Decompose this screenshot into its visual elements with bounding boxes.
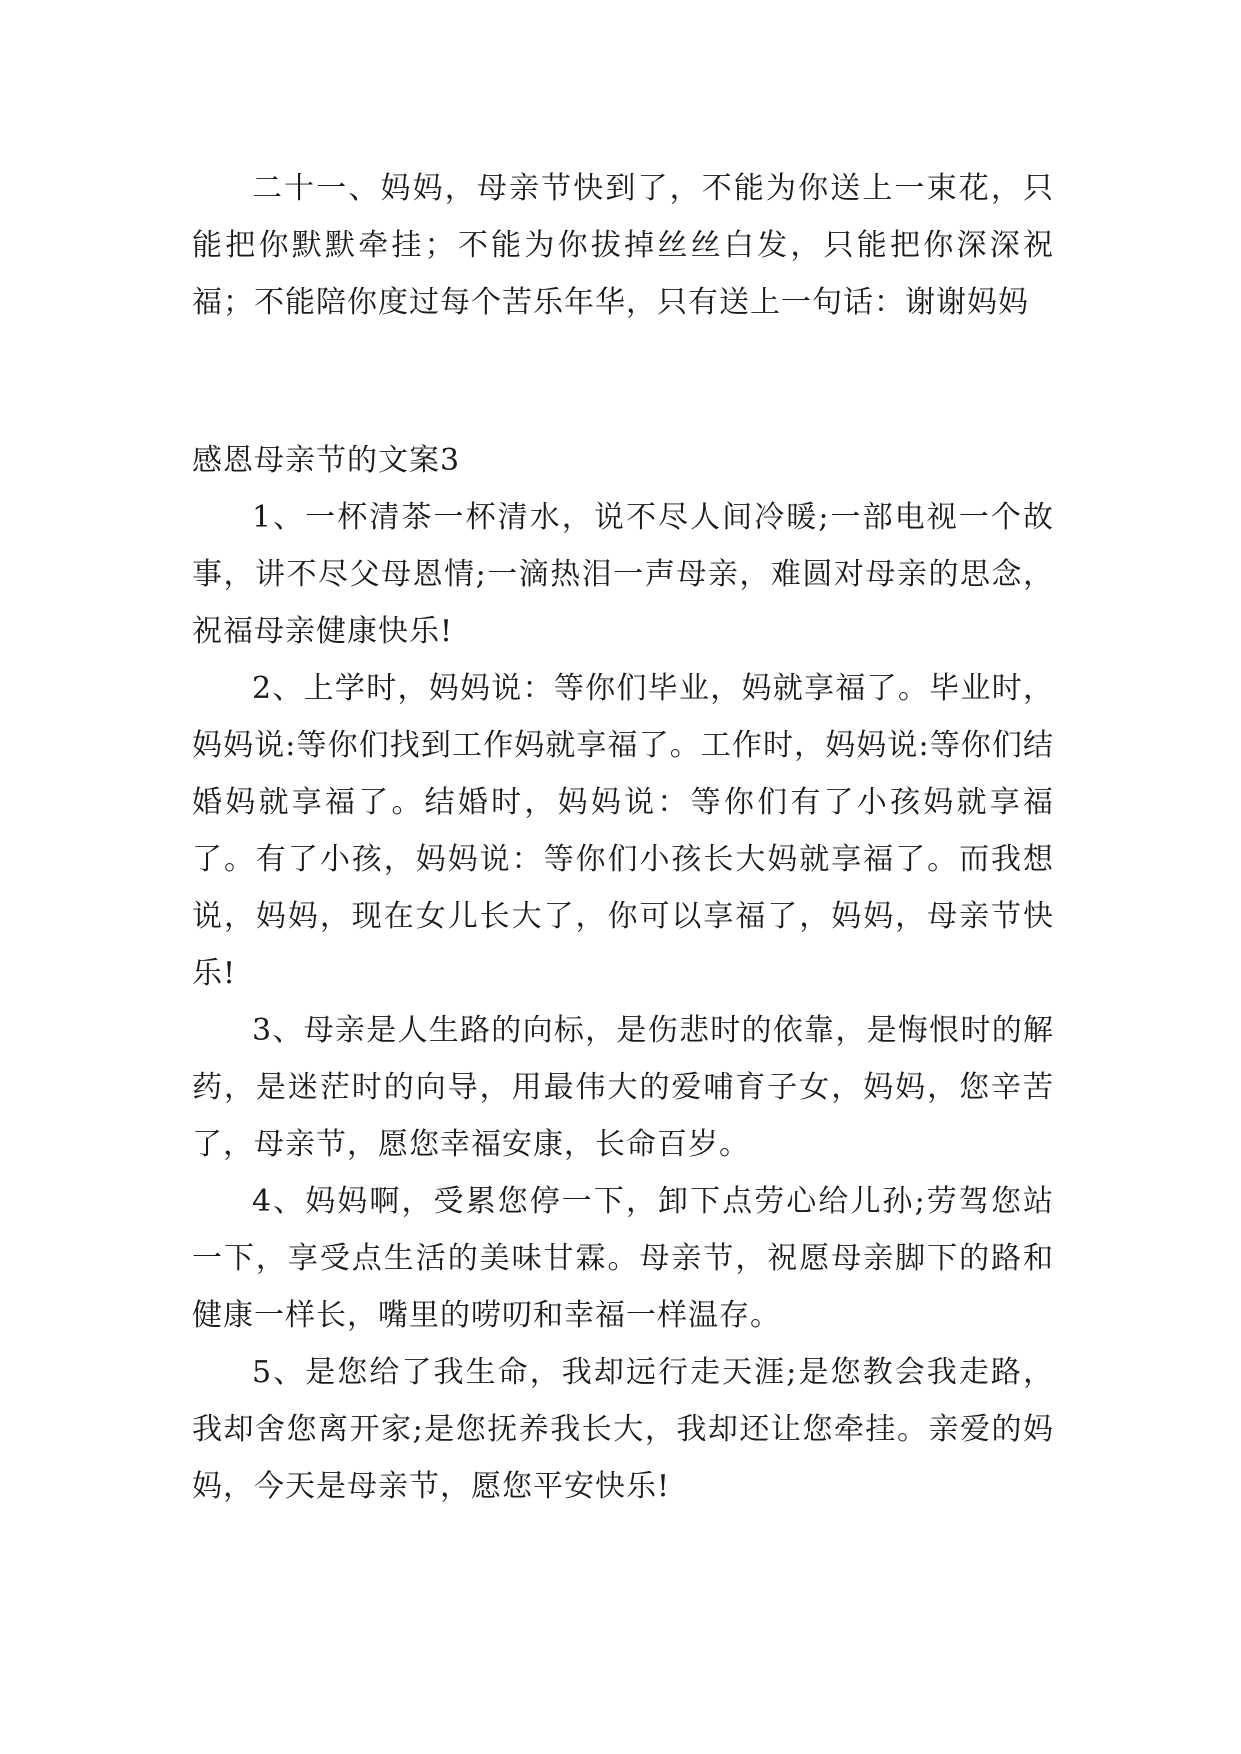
list-item: 3、母亲是人生路的向标，是伤悲时的依靠，是悔恨时的解药，是迷茫时的向导，用最伟大的爱哺育子女，妈妈，您辛苦了，母亲节，愿您幸福安康，长命百岁。 <box>192 1013 1054 1162</box>
list-item: 1、一杯清茶一杯清水，说不尽人间冷暖;一部电视一个故事，讲不尽父母恩情;一滴热泪一声母亲，难圆对母亲的思念，祝福母亲健康快乐! <box>192 500 1054 649</box>
list-item: 2、上学时，妈妈说：等你们毕业，妈就享福了。毕业时，妈妈说:等你们找到工作妈就享福了。工作时，妈妈说:等你们结婚妈就享福了。结婚时，妈妈说：等你们有了小孩妈就享福了。有了小孩，妈妈说：等你们小孩长大妈就享福了。而我想说，妈妈，现在女儿长大了，你可以享福了，妈妈，母亲节快乐! <box>192 671 1054 991</box>
intro-paragraph: 二十一、妈妈，母亲节快到了，不能为你送上一束花，只能把你默默牵挂；不能为你拔掉丝丝白发，只能把你深深祝福；不能陪你度过每个苦乐年华，只有送上一句话：谢谢妈妈 <box>192 171 1054 320</box>
list-item: 5、是您给了我生命，我却远行走天涯;是您教会我走路，我却舍您离开家;是您抚养我长大，我却还让您牵挂。亲爱的妈妈，今天是母亲节，愿您平安快乐! <box>192 1355 1054 1504</box>
document-body <box>192 160 1054 1515</box>
section-heading: 感恩母亲节的文案3 <box>192 443 461 478</box>
list-item: 4、妈妈啊，受累您停一下，卸下点劳心给儿孙;劳驾您站一下，享受点生活的美味甘霖。母亲节，祝愿母亲脚下的路和健康一样长，嘴里的唠叨和幸福一样温存。 <box>192 1184 1054 1333</box>
